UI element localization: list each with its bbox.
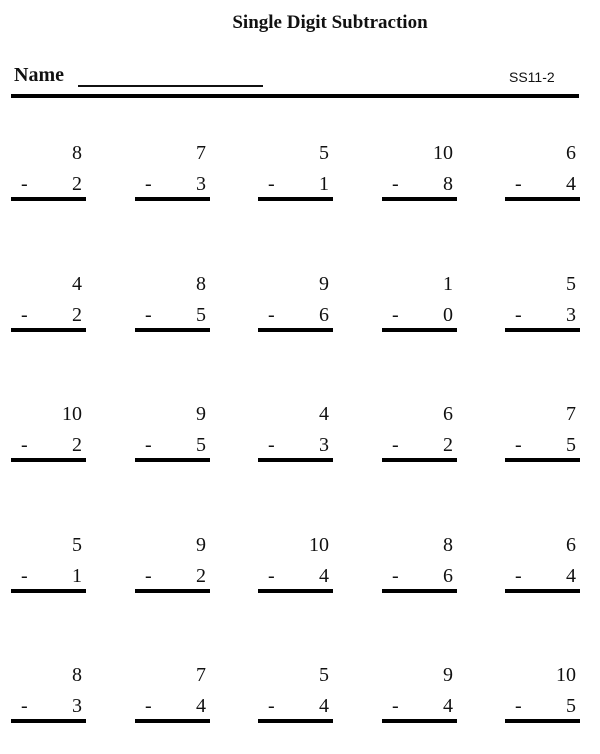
- minuend: 1: [443, 273, 453, 295]
- answer-line[interactable]: [505, 458, 580, 462]
- subtrahend: 4: [319, 565, 329, 587]
- subtrahend: 3: [72, 695, 82, 717]
- problem-r5-c3: [258, 665, 333, 725]
- problem-r1-c3: [258, 143, 333, 203]
- minus-sign: -: [392, 173, 399, 195]
- answer-line[interactable]: [11, 458, 86, 462]
- problem-r4-c3: [258, 535, 333, 595]
- header-divider: [11, 94, 579, 98]
- answer-line[interactable]: [382, 719, 457, 723]
- subtrahend: 2: [72, 304, 82, 326]
- minus-sign: -: [21, 434, 28, 456]
- minuend: 6: [566, 142, 576, 164]
- problem-r3-c2: [135, 404, 210, 464]
- minuend: 5: [319, 664, 329, 686]
- answer-line[interactable]: [135, 719, 210, 723]
- answer-line[interactable]: [505, 197, 580, 201]
- problem-r1-c1: [11, 143, 86, 203]
- subtrahend: 2: [196, 565, 206, 587]
- minus-sign: -: [392, 565, 399, 587]
- problem-r1-c4: [382, 143, 457, 203]
- subtrahend: 3: [319, 434, 329, 456]
- problem-r1-c5: [505, 143, 580, 203]
- problem-r4-c2: [135, 535, 210, 595]
- minuend: 4: [72, 273, 82, 295]
- problem-r5-c4: [382, 665, 457, 725]
- minuend: 9: [196, 534, 206, 556]
- minus-sign: -: [21, 304, 28, 326]
- subtrahend: 2: [443, 434, 453, 456]
- subtrahend: 0: [443, 304, 453, 326]
- subtrahend: 1: [319, 173, 329, 195]
- subtrahend: 8: [443, 173, 453, 195]
- name-field-line[interactable]: [78, 85, 263, 87]
- problem-r4-c5: [505, 535, 580, 595]
- answer-line[interactable]: [135, 328, 210, 332]
- problem-r4-c1: [11, 535, 86, 595]
- subtrahend: 6: [443, 565, 453, 587]
- minuend: 10: [433, 142, 453, 164]
- problem-r4-c4: [382, 535, 457, 595]
- answer-line[interactable]: [135, 197, 210, 201]
- subtrahend: 6: [319, 304, 329, 326]
- minuend: 6: [443, 403, 453, 425]
- minuend: 9: [196, 403, 206, 425]
- minus-sign: -: [515, 304, 522, 326]
- answer-line[interactable]: [258, 719, 333, 723]
- problem-r3-c4: [382, 404, 457, 464]
- problem-r1-c2: [135, 143, 210, 203]
- minus-sign: -: [145, 695, 152, 717]
- minus-sign: -: [515, 434, 522, 456]
- minus-sign: -: [515, 173, 522, 195]
- answer-line[interactable]: [382, 197, 457, 201]
- problem-r5-c1: [11, 665, 86, 725]
- minuend: 5: [72, 534, 82, 556]
- problem-r3-c3: [258, 404, 333, 464]
- answer-line[interactable]: [258, 197, 333, 201]
- minus-sign: -: [145, 304, 152, 326]
- answer-line[interactable]: [11, 589, 86, 593]
- minus-sign: -: [268, 434, 275, 456]
- minuend: 4: [319, 403, 329, 425]
- minus-sign: -: [145, 565, 152, 587]
- problem-r3-c1: [11, 404, 86, 464]
- minuend: 8: [72, 142, 82, 164]
- answer-line[interactable]: [505, 589, 580, 593]
- minuend: 7: [196, 142, 206, 164]
- subtrahend: 4: [566, 173, 576, 195]
- answer-line[interactable]: [11, 328, 86, 332]
- minuend: 8: [72, 664, 82, 686]
- problem-r2-c3: [258, 274, 333, 334]
- subtrahend: 5: [196, 304, 206, 326]
- answer-line[interactable]: [258, 328, 333, 332]
- minus-sign: -: [515, 565, 522, 587]
- subtrahend: 4: [196, 695, 206, 717]
- problem-r3-c5: [505, 404, 580, 464]
- name-label: Name: [14, 64, 64, 86]
- minuend: 8: [443, 534, 453, 556]
- subtrahend: 2: [72, 173, 82, 195]
- minus-sign: -: [21, 565, 28, 587]
- answer-line[interactable]: [11, 197, 86, 201]
- minuend: 5: [566, 273, 576, 295]
- subtrahend: 2: [72, 434, 82, 456]
- minus-sign: -: [268, 695, 275, 717]
- subtrahend: 5: [566, 695, 576, 717]
- answer-line[interactable]: [11, 719, 86, 723]
- subtrahend: 1: [72, 565, 82, 587]
- minuend: 8: [196, 273, 206, 295]
- subtrahend: 4: [443, 695, 453, 717]
- minuend: 10: [556, 664, 576, 686]
- minuend: 7: [566, 403, 576, 425]
- minus-sign: -: [268, 304, 275, 326]
- minus-sign: -: [392, 304, 399, 326]
- minuend: 9: [443, 664, 453, 686]
- worksheet-code: SS11-2: [509, 69, 555, 85]
- minus-sign: -: [392, 434, 399, 456]
- answer-line[interactable]: [135, 589, 210, 593]
- answer-line[interactable]: [505, 719, 580, 723]
- answer-line[interactable]: [382, 589, 457, 593]
- answer-line[interactable]: [382, 328, 457, 332]
- minus-sign: -: [145, 434, 152, 456]
- minuend: 6: [566, 534, 576, 556]
- worksheet-title: Single Digit Subtraction: [232, 12, 428, 33]
- subtrahend: 3: [196, 173, 206, 195]
- problem-r5-c5: [505, 665, 580, 725]
- problem-r2-c2: [135, 274, 210, 334]
- problem-r2-c4: [382, 274, 457, 334]
- problem-r2-c5: [505, 274, 580, 334]
- minus-sign: -: [21, 695, 28, 717]
- subtrahend: 3: [566, 304, 576, 326]
- minus-sign: -: [145, 173, 152, 195]
- subtrahend: 4: [566, 565, 576, 587]
- minus-sign: -: [268, 173, 275, 195]
- answer-line[interactable]: [135, 458, 210, 462]
- subtrahend: 5: [196, 434, 206, 456]
- minuend: 7: [196, 664, 206, 686]
- minus-sign: -: [268, 565, 275, 587]
- subtrahend: 4: [319, 695, 329, 717]
- minus-sign: -: [21, 173, 28, 195]
- minuend: 10: [309, 534, 329, 556]
- minuend: 9: [319, 273, 329, 295]
- answer-line[interactable]: [258, 589, 333, 593]
- problem-r2-c1: [11, 274, 86, 334]
- minus-sign: -: [515, 695, 522, 717]
- minuend: 5: [319, 142, 329, 164]
- minus-sign: -: [392, 695, 399, 717]
- answer-line[interactable]: [505, 328, 580, 332]
- minuend: 10: [62, 403, 82, 425]
- answer-line[interactable]: [382, 458, 457, 462]
- subtrahend: 5: [566, 434, 576, 456]
- answer-line[interactable]: [258, 458, 333, 462]
- problem-r5-c2: [135, 665, 210, 725]
